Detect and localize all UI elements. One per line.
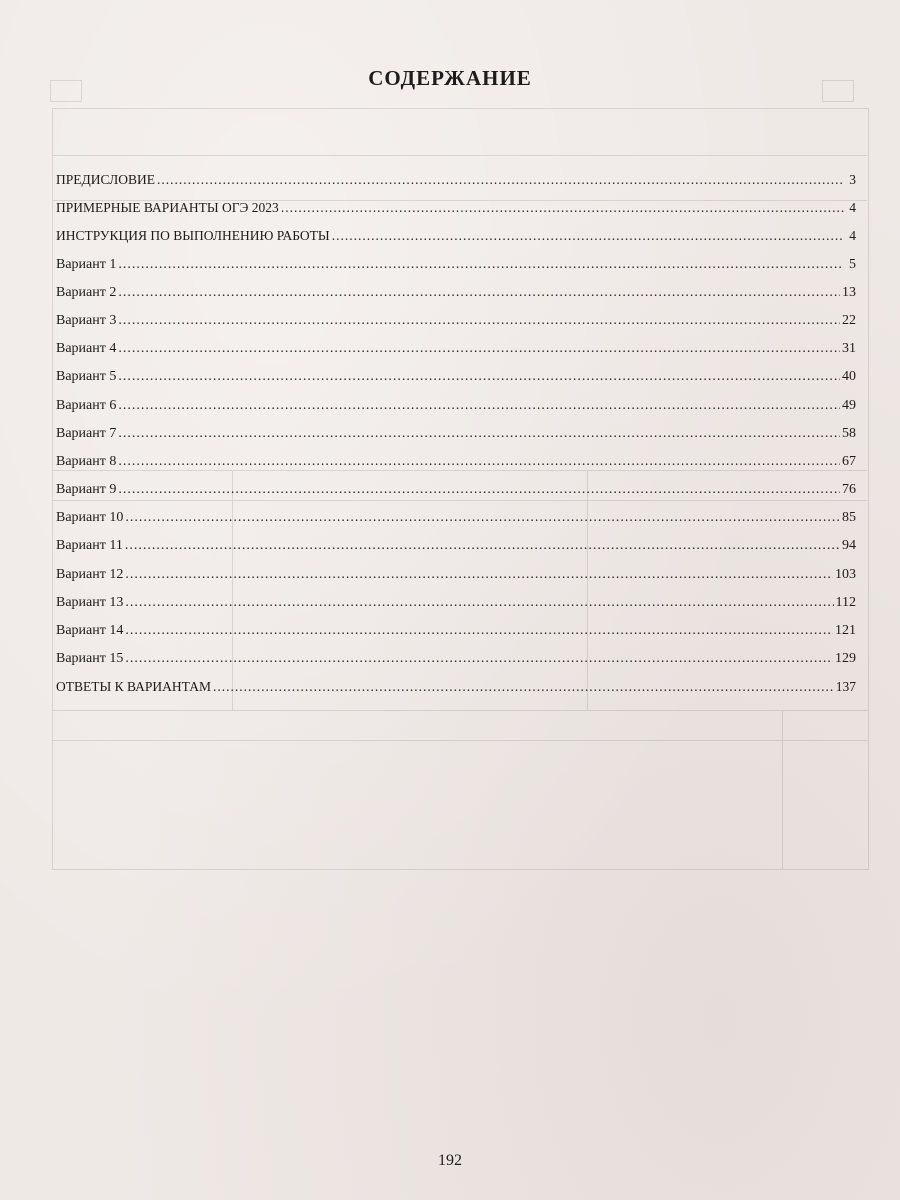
page-number: 192 xyxy=(438,1152,462,1169)
page-title: СОДЕРЖАНИЕ xyxy=(368,66,532,90)
toc-entry xyxy=(56,623,856,651)
dot-leader xyxy=(125,510,840,526)
ghost-line xyxy=(52,155,867,156)
toc-entry-page: 67 xyxy=(842,453,856,469)
toc-entry xyxy=(56,285,856,313)
toc-entry xyxy=(56,567,856,595)
toc-entry-label: ПРЕДИСЛОВИЕ xyxy=(56,172,156,187)
toc-entry-page: 94 xyxy=(842,538,856,554)
dot-leader xyxy=(118,257,844,273)
toc-entry-page: 22 xyxy=(842,312,856,328)
toc-entry xyxy=(56,595,856,623)
toc-entry-label: Вариант 8 xyxy=(56,453,117,469)
toc-entry-label: ПРИМЕРНЫЕ ВАРИАНТЫ ОГЭ 2023 xyxy=(56,200,279,216)
toc-entry-label: Вариант 14 xyxy=(56,623,124,638)
dot-leader xyxy=(125,623,833,639)
toc-entry-label: Вариант 1 xyxy=(56,256,117,272)
dot-leader xyxy=(125,567,833,583)
toc-entry-label: Вариант 13 xyxy=(56,594,124,610)
toc-entry xyxy=(56,426,856,454)
toc-entry-label: Вариант 4 xyxy=(56,341,117,357)
ghost-line xyxy=(782,710,783,870)
toc-entry-page: 103 xyxy=(835,566,856,582)
dot-leader xyxy=(157,172,844,188)
dot-leader xyxy=(281,200,844,216)
dot-leader xyxy=(118,398,840,414)
toc-entry xyxy=(56,651,856,679)
dot-leader xyxy=(118,341,840,357)
toc-entry xyxy=(56,172,856,200)
toc-entry xyxy=(56,454,856,482)
toc-entry-label: Вариант 9 xyxy=(56,482,117,498)
toc-entry-page: 31 xyxy=(842,341,856,357)
toc-entry-label: ОТВЕТЫ К ВАРИАНТАМ xyxy=(56,679,212,695)
dot-leader xyxy=(332,228,844,244)
toc-entry xyxy=(56,398,856,426)
toc-entry-page: 5 xyxy=(849,256,856,272)
toc-entry-page: 58 xyxy=(842,425,856,441)
toc-entry-label: Вариант 11 xyxy=(56,538,123,554)
toc-entry-label: Вариант 6 xyxy=(56,397,117,413)
toc-entry xyxy=(56,538,856,566)
toc-entry-page: 85 xyxy=(842,510,856,526)
dot-leader xyxy=(118,369,840,385)
toc-entry-page: 40 xyxy=(842,369,856,385)
dot-leader xyxy=(118,285,840,301)
toc-entry-page: 13 xyxy=(842,284,856,300)
toc-entry xyxy=(56,510,856,538)
toc-entry-page: 137 xyxy=(835,679,856,695)
dot-leader xyxy=(125,538,840,554)
table-of-contents xyxy=(56,172,856,708)
dot-leader xyxy=(118,482,840,498)
toc-entry-page: 76 xyxy=(842,482,856,498)
toc-entry-label: Вариант 7 xyxy=(56,425,117,441)
dot-leader xyxy=(118,454,840,470)
toc-entry-label: ИНСТРУКЦИЯ ПО ВЫПОЛНЕНИЮ РАБОТЫ xyxy=(56,228,330,244)
dot-leader xyxy=(118,426,840,442)
ghost-line xyxy=(52,710,867,711)
toc-entry-page: 4 xyxy=(849,228,856,244)
toc-entry xyxy=(56,341,856,369)
toc-entry-page: 129 xyxy=(835,651,856,667)
toc-entry xyxy=(56,482,856,510)
toc-entry xyxy=(56,369,856,397)
ghost-line xyxy=(52,740,867,741)
toc-entry-label: Вариант 12 xyxy=(56,566,124,582)
toc-entry-page: 3 xyxy=(849,172,856,187)
toc-entry-page: 112 xyxy=(835,594,856,610)
toc-entry-label: Вариант 15 xyxy=(56,651,124,667)
dot-leader xyxy=(125,651,833,667)
dot-leader xyxy=(213,679,834,695)
toc-entry xyxy=(56,228,856,256)
dot-leader xyxy=(118,313,840,329)
toc-entry-label: Вариант 2 xyxy=(56,284,117,300)
toc-entry-page: 49 xyxy=(842,397,856,413)
toc-entry-page: 121 xyxy=(835,623,856,638)
toc-entry xyxy=(56,313,856,341)
toc-entry-label: Вариант 3 xyxy=(56,312,117,328)
toc-entry xyxy=(56,679,856,707)
dot-leader xyxy=(125,595,833,611)
toc-entry xyxy=(56,257,856,285)
toc-entry-label: Вариант 5 xyxy=(56,369,117,385)
toc-entry-label: Вариант 10 xyxy=(56,510,124,526)
toc-entry-page: 4 xyxy=(849,200,856,216)
toc-entry xyxy=(56,200,856,228)
